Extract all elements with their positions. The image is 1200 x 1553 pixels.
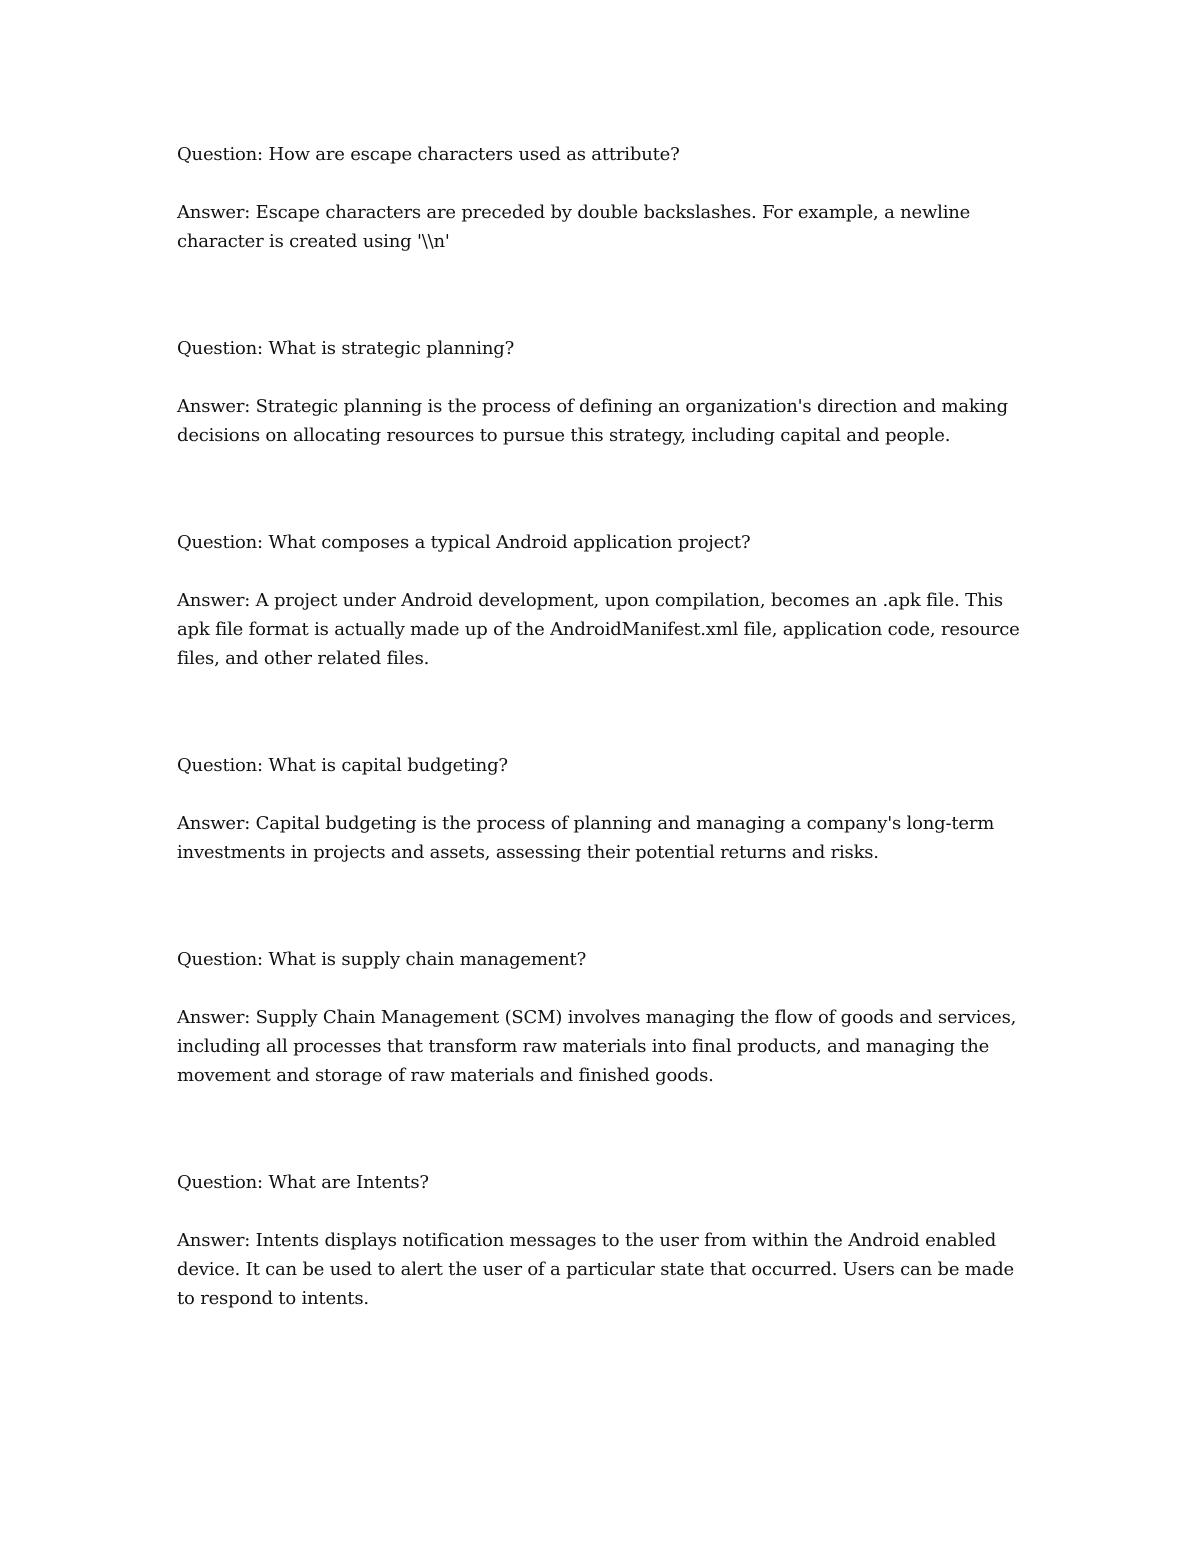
qa-content <box>177 140 1037 1391</box>
answer-text: Answer: Supply Chain Management (SCM) involves managing the flow of goods and services, including all processes that transform raw materials into final products, and managing the movement and storage of raw materials and finished goods. <box>177 1007 1017 1086</box>
qa-item <box>177 1168 1037 1313</box>
qa-item <box>177 528 1037 673</box>
answer-text: Answer: A project under Android development, upon compilation, becomes an .apk file. This apk file format is actually made up of the AndroidManifest.xml file, application code, resource files, and other related files. <box>177 590 1020 669</box>
qa-item <box>177 751 1037 867</box>
question-text: Question: What are Intents? <box>177 1172 429 1193</box>
answer-text: Answer: Capital budgeting is the process of planning and managing a company's long-term investments in projects and assets, assessing their potential returns and risks. <box>177 813 995 863</box>
question-text: Question: What is strategic planning? <box>177 338 515 359</box>
qa-item <box>177 140 1037 256</box>
answer-text: Answer: Intents displays notification messages to the user from within the Android enabled device. It can be used to alert the user of a particular state that occurred. Users can be made to respond to intents. <box>177 1230 1014 1309</box>
answer-text: Answer: Strategic planning is the process of defining an organization's direction and making decisions on allocating resources to pursue this strategy, including capital and people. <box>177 396 1008 446</box>
qa-item <box>177 945 1037 1090</box>
question-text: Question: What is capital budgeting? <box>177 755 508 776</box>
qa-item <box>177 334 1037 450</box>
question-text: Question: What composes a typical Android application project? <box>177 532 751 553</box>
question-text: Question: What is supply chain management? <box>177 949 587 970</box>
answer-text: Answer: Escape characters are preceded by double backslashes. For example, a newline character is created using '\\n' <box>177 202 971 252</box>
question-text: Question: How are escape characters used as attribute? <box>177 144 680 165</box>
